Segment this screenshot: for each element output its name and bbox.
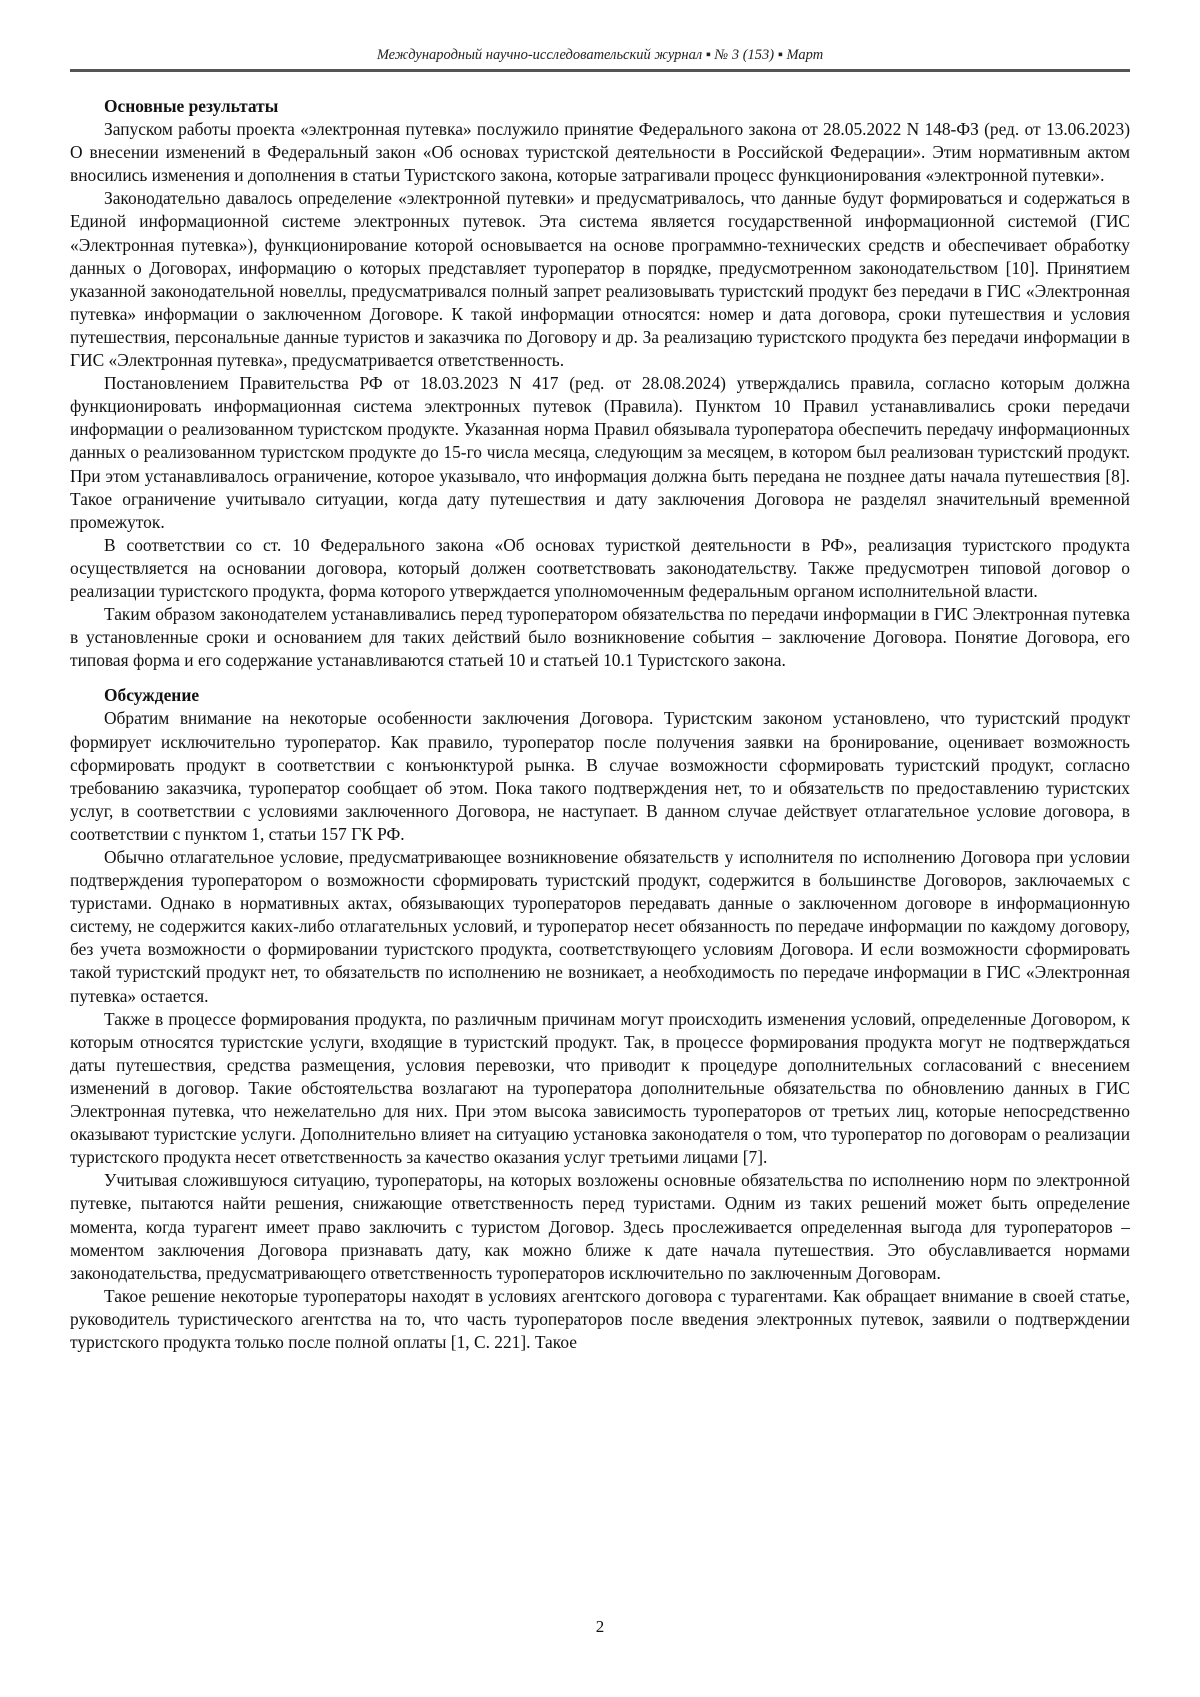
paragraph: Обратим внимание на некоторые особенности заключения Договора. Туристским законом установлено, что туристский продукт формирует исключительно туроператор. Как правило, туроператор после получения заявки на бронирование, оценивает возможность сформировать продукт в соответствии с конъюнктурой рынка. В случае возможности сформировать туристский продукт, согласно требованию заказчика, туроператор сообщает об этом. Пока такого подтверждения нет, то и обязательств по предоставлению туристских услуг, в соответствии с условиями заключенного Договора, не наступает. В данном случае действует отлагательное условие договора, в соответствии с пунктом 1, статьи 157 ГК РФ. [70,708,1130,844]
paragraph: Учитывая сложившуюся ситуацию, туроператоры, на которых возложены основные обязательства по исполнению норм по электронной путевке, пытаются найти решения, снижающие ответственность перед туристами. Одним из таких решений может быть определение момента, когда турагент имеет право заключить с туристом Договор. Здесь прослеживается определенная выгода для туроператоров – моментом заключения Договора признавать дату, как можно ближе к дате начала путешествия. Это обуславливается нормами законодательства, предусматривающего ответственность туроператоров исключительно по заключенным Договорам. [70,1170,1130,1283]
paragraph: Запуском работы проекта «электронная путевка» послужило принятие Федерального закона от 28.05.2022 N 148-ФЗ (ред. от 13.06.2023) О внесении изменений в Федеральный закон «Об основах туристской деятельности в Российской Федерации». Этим нормативным актом вносились изменения и дополнения в статьи Туристского закона, которые затрагивали процесс функционирования «электронной путевки». [70,119,1130,186]
paragraph: В соответствии со ст. 10 Федерального закона «Об основах туристкой деятельности в РФ», реализация туристского продукта осуществляется на основании договора, который должен соответствовать законодательству. Также предусмотрен типовой договор о реализации туристского продукта, форма которого утверждается уполномоченным федеральным органом исполнительной власти. [70,534,1130,601]
running-head: Международный научно-исследовательский журнал ▪ № 3 (153) ▪ Март [376,47,824,63]
page-number: 2 [595,1617,605,1636]
paragraph: Обычно отлагательное условие, предусматривающее возникновение обязательств у исполнителя по исполнению Договора при условии подтверждения туроператором о возможности сформировать туристский продукт, содержится в большинстве Договоров, заключаемых с туристами. Однако в нормативных актах, обязывающих туроператоров передавать данные о заключенном договоре в информационную систему, не содержится каких-либо отлагательных условий, и туроператор несет обязанность по передаче информации по каждому договору, без учета возможности о формировании туристского продукта, соответствующего условиям Договора. И если возможности сформировать такой туристский продукт нет, то обязательств по исполнению не возникает, а необходимость по передаче информации в ГИС «Электронная путевка» остается. [70,847,1130,1006]
paragraph: Законодательно давалось определение «электронной путевки» и предусматривалось, что данные будут формироваться и содержаться в Единой информационной системе электронных путевок. Эта система является государственной информационной системой (ГИС «Электронная путевка»), функционирование которой основывается на основе программно-технических средств и обеспечивает обработку данных о Договорах, информацию о которых представляет туроператор в порядке, предусмотренном законодательством [10]. Принятием указанной законодательной новеллы, предусматривался полный запрет реализовывать туристский продукт без передачи в ГИС «Электронная путевка» информации о заключенном Договоре. К такой информации относятся: номер и дата договора, сроки путешествия и условия путешествия, персональные данные туристов и заказчика по Договору и др. За реализацию туристского продукта без передачи информации в ГИС «Электронная путевка», предусматривается ответственность. [70,188,1130,371]
section-results [70,95,1130,672]
paragraph: Такое решение некоторые туроператоры находят в условиях агентского договора с турагентами. Как обращает внимание в своей статье, руководитель туристического агентства на то, что часть туроператоров после введения электронных путевок, заявили о подтверждении туристского продукта только после полной оплаты [1, С. 221]. Такое [70,1285,1130,1352]
paragraph: Таким образом законодателем устанавливались перед туроператором обязательства по передачи информации в ГИС Электронная путевка в установленные сроки и основанием для таких действий было возникновение события – заключение Договора. Понятие Договора, его типовая форма и его содержание устанавливаются статьей 10 и статьей 10.1 Туристского закона. [70,604,1130,671]
paragraph: Постановлением Правительства РФ от 18.03.2023 N 417 (ред. от 28.08.2024) утверждались правила, согласно которым должна функционировать информационная система электронных путевок (Правила). Пунктом 10 Правил устанавливались сроки передачи информации о реализованном туристском продукте. Указанная норма Правил обязывала туроператора обеспечить передачу информационных данных о реализованном туристском продукте до 15-го числа месяца, следующим за месяцем, в котором был реализован туристский продукт. При этом устанавливалось ограничение, которое указывало, что информация должна быть передана не позднее даты начала путешествия [8]. Такое ограничение учитывало ситуации, когда дату путешествия и дату заключения Договора не разделял значительный временной промежуток. [70,373,1130,532]
paragraph: Также в процессе формирования продукта, по различным причинам могут происходить изменения условий, определенные Договором, к которым относятся туристские услуги, входящие в туристский продукт. Так, в процессе формирования продукта могут не подтверждаться даты путешествия, средства размещения, условия перевозки, что приводит к процедуре дополнительных согласований с внесением изменений в договор. Такие обстоятельства возлагают на туроператора дополнительные обязательства по обновлению данных в ГИС Электронная путевка, что нежелательно для них. При этом высока зависимость туроператоров от третьих лиц, которые непосредственно оказывают туристские услуги. Дополнительно влияет на ситуацию установка законодателя о том, что туроператор по договорам о реализации туристского продукта несет ответственность за качество оказания услуг третьими лицами [7]. [70,1008,1130,1168]
section-title: Обсуждение [104,685,200,706]
section-gap [70,672,1130,684]
section-discussion [70,684,1130,1354]
article-body [70,95,1130,1354]
section-title: Основные результаты [104,96,279,116]
header-rule [70,69,1130,72]
